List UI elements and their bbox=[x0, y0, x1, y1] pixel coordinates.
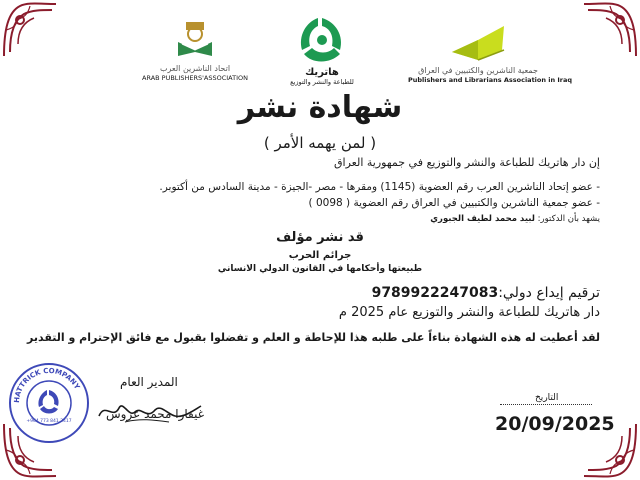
arab-publishers-name-en: ARAB PUBLISHERS'ASSOCIATION bbox=[142, 74, 248, 82]
open-book-icon bbox=[438, 22, 518, 62]
arab-publishers-emblem-icon bbox=[174, 20, 216, 60]
isbn-label: ترقيم إيداع دولي: bbox=[498, 285, 600, 301]
intro-text: إن دار هاتريك للطباعة والنشر والتوزيع في جمهورية العراق bbox=[334, 156, 600, 169]
witness-line bbox=[430, 213, 600, 225]
hattrick-name: هاتريك bbox=[305, 67, 339, 78]
membership-iraq-association: - عضو جمعية الناشرين والكتبيين في العراق رقم العضوية ( 0098 ) bbox=[308, 197, 600, 209]
isbn-line bbox=[372, 284, 600, 302]
stamp-company-name: HATTRICK COMPANY bbox=[12, 366, 82, 404]
hattrick-tagline: للطباعة والنشر والتوزيع bbox=[290, 78, 354, 86]
certificate-title: شهادة نشر bbox=[237, 90, 403, 125]
book-title: جرائم الحرب bbox=[288, 250, 352, 261]
iraq-association-name-en: Publishers and Librarians Association in Iraq bbox=[408, 76, 573, 84]
corner-ornament-top-left bbox=[0, 0, 60, 60]
certificate-subtitle: ( لمن يهمه الأمر ) bbox=[263, 134, 377, 152]
iraq-association-name-ar: جمعية الناشرين والكتبيين في العراق bbox=[418, 66, 538, 75]
stamp-phone: +964 773 841 2417 bbox=[26, 419, 72, 424]
general-manager-name: غيفارا محمد عروس bbox=[106, 407, 205, 421]
published-heading: قد نشر مؤلف bbox=[276, 230, 364, 245]
book-subtitle: طبيعتها وأحكامها في القانون الدولي الانساني bbox=[217, 264, 423, 274]
publisher-year: دار هاتريك للطباعة والنشر والتوزيع عام 2025 م bbox=[338, 305, 600, 320]
arab-publishers-logo bbox=[140, 20, 250, 82]
hattrick-emblem-icon bbox=[296, 16, 348, 64]
membership-arab-publishers: - عضو إتحاد الناشرين العرب رقم العضوية (1145) ومقرها - مصر -الجيزة - مدينة السادس من أكتوبر. bbox=[159, 181, 600, 193]
corner-ornament-top-right bbox=[580, 0, 640, 60]
date-divider bbox=[500, 404, 592, 405]
isbn-number: 9789922247083 bbox=[371, 285, 499, 301]
general-manager-title: المدير العام bbox=[120, 375, 178, 389]
stamp-hattrick-icon bbox=[49, 390, 59, 406]
witness-label: يشهد بأن الدكتور: bbox=[537, 214, 600, 224]
arab-publishers-name-ar: اتحاد الناشرين العرب bbox=[159, 64, 231, 73]
author-name: لبيد محمد لطيف الجبوري bbox=[430, 214, 535, 224]
date-label: التاريخ bbox=[535, 393, 559, 403]
iraq-publishers-association-logo bbox=[408, 22, 573, 84]
honor-statement: لقد أعطيت له هذه الشهادة بناءاً على طلبه هذا للإحاطة و العلم و تفضلوا بقبول مع فائق الإحترام و التقدير bbox=[27, 331, 600, 344]
hattrick-logo bbox=[282, 16, 362, 86]
company-stamp bbox=[8, 362, 90, 444]
certificate-date: 20/09/2025 bbox=[495, 413, 615, 435]
svg-text:HATTRICK COMPANY bbox=[13, 367, 82, 403]
